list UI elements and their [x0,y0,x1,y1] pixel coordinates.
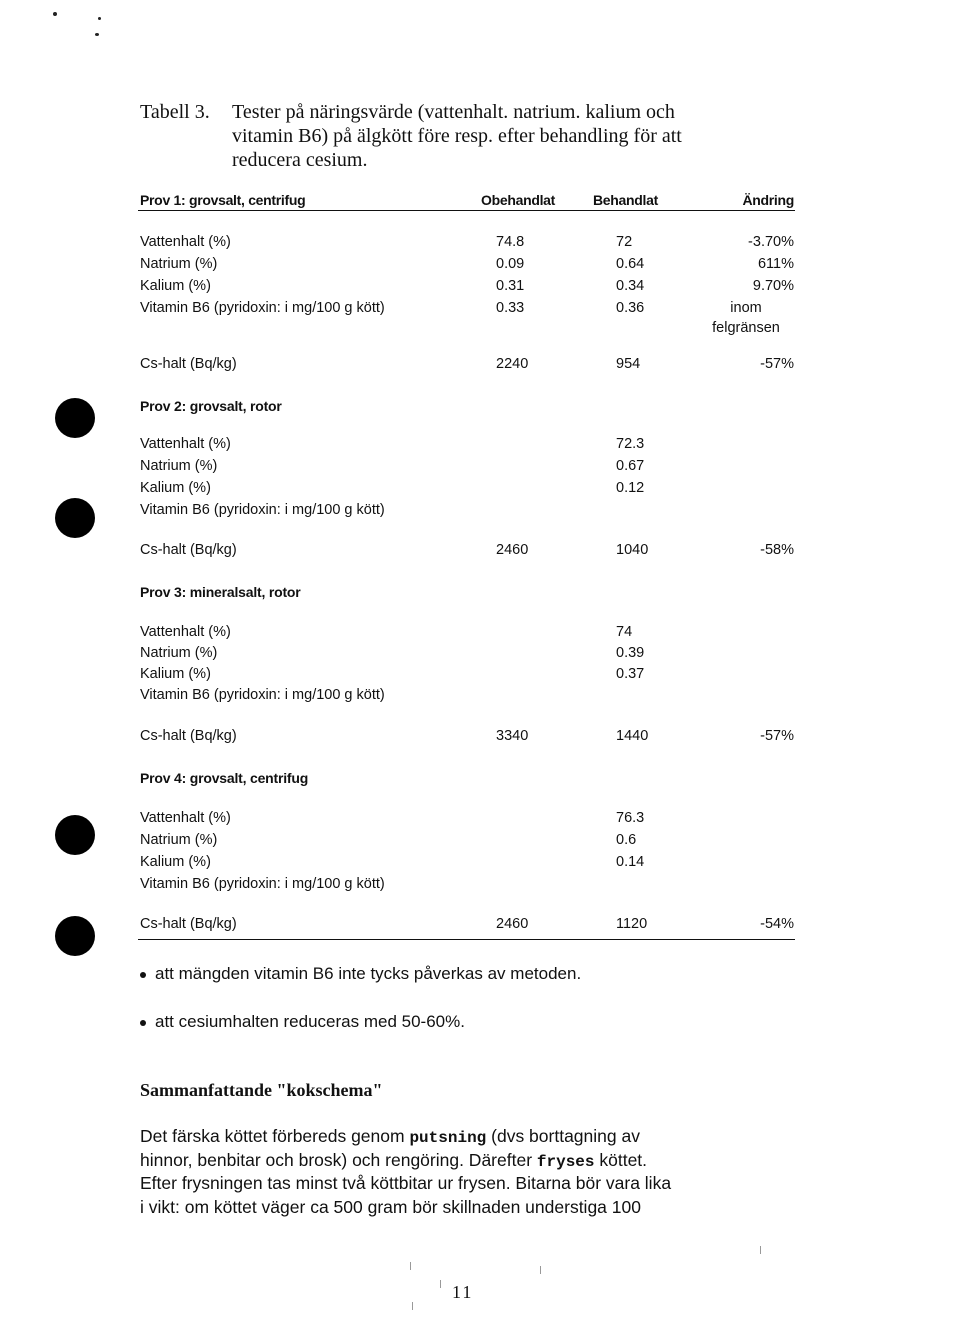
table-row [138,645,798,667]
row-label: Vattenhalt (%) [140,810,231,826]
row-label: Natrium (%) [140,458,218,474]
row-label: Vitamin B6 (pyridoxin: i mg/100 g kött) [140,876,385,892]
scan-speck [53,12,57,16]
row-label: Kalium (%) [140,480,211,496]
value-behandlat: 74 [616,624,633,640]
section-title [138,584,798,606]
value-behandlat: 1040 [616,542,649,558]
row-label: Cs-halt (Bq/kg) [140,356,237,372]
punch-hole [55,815,95,855]
value-behandlat: 1440 [616,728,649,744]
cs-row [138,542,798,564]
table-row [138,624,798,646]
bullet-icon [140,1020,146,1026]
emphasis-fryses: fryses [536,1153,595,1171]
table-row [138,234,798,256]
punch-hole [55,398,95,438]
value-obehandlat: 0.31 [496,278,525,294]
section-title [138,398,798,420]
value-andring: 611% [757,256,794,272]
scan-mark [760,1246,761,1254]
bullet-icon [140,972,146,978]
value-andring: -57% [760,356,794,372]
value-behandlat: 0.64 [616,256,645,272]
value-andring: inom [730,300,762,316]
table-row [138,810,798,832]
value-behandlat: 0.67 [616,458,645,474]
row-label: Kalium (%) [140,666,211,682]
value-obehandlat: 74.8 [496,234,525,250]
value-behandlat: 0.37 [616,666,645,682]
scan-speck [98,17,101,20]
list-item [140,964,581,984]
bullet-text: att cesiumhalten reduceras med 50-60%. [155,1012,465,1031]
row-label: Vattenhalt (%) [140,436,231,452]
scan-speck [95,33,99,36]
value-behandlat: 0.12 [616,480,645,496]
value-behandlat: 72.3 [616,436,645,452]
prov2-title: Prov 2: grovsalt, rotor [140,398,282,414]
list-item [140,1012,465,1032]
caption-line: vitamin B6) på älgkött före resp. efter behandling för att [232,125,682,147]
cs-row [138,916,798,938]
row-label: Kalium (%) [140,278,211,294]
table-row [138,480,798,502]
table-row [138,458,798,480]
value-behandlat: 0.36 [616,300,645,316]
table-row [138,300,798,322]
text-span: (dvs borttagning av [486,1126,640,1146]
value-behandlat: 954 [616,356,641,372]
value-obehandlat: 3340 [496,728,529,744]
col-header-obehandlat: Obehandlat [481,192,556,208]
cs-row [138,356,798,378]
text-span: köttet. [594,1150,648,1170]
text-span: Det färska köttet förbereds genom [140,1126,410,1146]
value-behandlat: 0.6 [616,832,637,848]
value-behandlat: 72 [616,234,633,250]
value-obehandlat: 0.33 [496,300,525,316]
cs-row [138,728,798,750]
page-number: 11 [452,1282,474,1302]
table-row [138,436,798,458]
prov3-title: Prov 3: mineralsalt, rotor [140,584,301,600]
value-obehandlat: 2460 [496,542,529,558]
caption-line: Tester på näringsvärde (vattenhalt. natrium. kalium och [232,101,675,123]
paragraph-line: i vikt: om köttet väger ca 500 gram bör skillnaden understiga 100 [140,1197,641,1217]
value-obehandlat: 0.09 [496,256,525,272]
row-label: Vattenhalt (%) [140,234,231,250]
row-label: Cs-halt (Bq/kg) [140,916,237,932]
table-row [138,256,798,278]
row-label: Kalium (%) [140,854,211,870]
value-andring: -3.70% [748,234,794,250]
row-label: Vitamin B6 (pyridoxin: i mg/100 g kött) [140,687,385,703]
summary-title: Sammanfattande "kokschema" [140,1080,383,1100]
row-label: Natrium (%) [140,832,218,848]
caption-label: Tabell 3. [140,101,210,123]
scan-mark [410,1262,411,1270]
value-andring: -54% [760,916,794,932]
punch-hole [55,498,95,538]
text-span: hinnor, benbitar och brosk) och rengöring. Därefter [140,1150,537,1170]
section-title [138,770,798,792]
value-andring: -58% [760,542,794,558]
value-obehandlat: 2240 [496,356,529,372]
paragraph-line [140,1124,640,1150]
row-label: Vitamin B6 (pyridoxin: i mg/100 g kött) [140,300,385,316]
value-andring: -57% [760,728,794,744]
table-row [138,502,798,524]
emphasis-putsning: putsning [409,1129,487,1147]
paragraph-line: Efter frysningen tas minst två köttbitar ur frysen. Bitarna bör vara lika [140,1173,672,1193]
value-andring: 9.70% [752,278,794,294]
value-behandlat: 0.39 [616,645,645,661]
col-header-behandlat: Behandlat [593,192,658,208]
caption-text [232,100,812,172]
value-behandlat: 0.14 [616,854,645,870]
row-label: Vattenhalt (%) [140,624,231,640]
table-bottom-rule [138,939,795,940]
scan-mark [440,1280,441,1288]
col-header-andring: Ändring [742,192,794,208]
caption-line: reducera cesium. [232,149,368,171]
table-row [138,687,798,709]
row-label: Natrium (%) [140,256,218,272]
value-behandlat: 76.3 [616,810,645,826]
table-row [138,278,798,300]
row-label: Natrium (%) [140,645,218,661]
prov1-title: Prov 1: grovsalt, centrifug [140,192,306,208]
table-row [138,876,798,898]
row-label: Cs-halt (Bq/kg) [140,728,237,744]
punch-hole [55,916,95,956]
scan-mark [412,1302,413,1310]
row-label: Vitamin B6 (pyridoxin: i mg/100 g kött) [140,502,385,518]
table-row [138,854,798,876]
prov4-title: Prov 4: grovsalt, centrifug [140,770,309,786]
value-behandlat: 1120 [616,916,648,932]
row-label: Cs-halt (Bq/kg) [140,542,237,558]
value-obehandlat: 2460 [496,916,529,932]
bullet-text: att mängden vitamin B6 inte tycks påverkas av metoden. [155,964,582,983]
scan-mark [540,1266,541,1274]
table-row [138,666,798,688]
value-behandlat: 0.34 [616,278,645,294]
andring-note: felgränsen [712,320,780,336]
table-top-rule [138,210,795,211]
table-row [138,832,798,854]
